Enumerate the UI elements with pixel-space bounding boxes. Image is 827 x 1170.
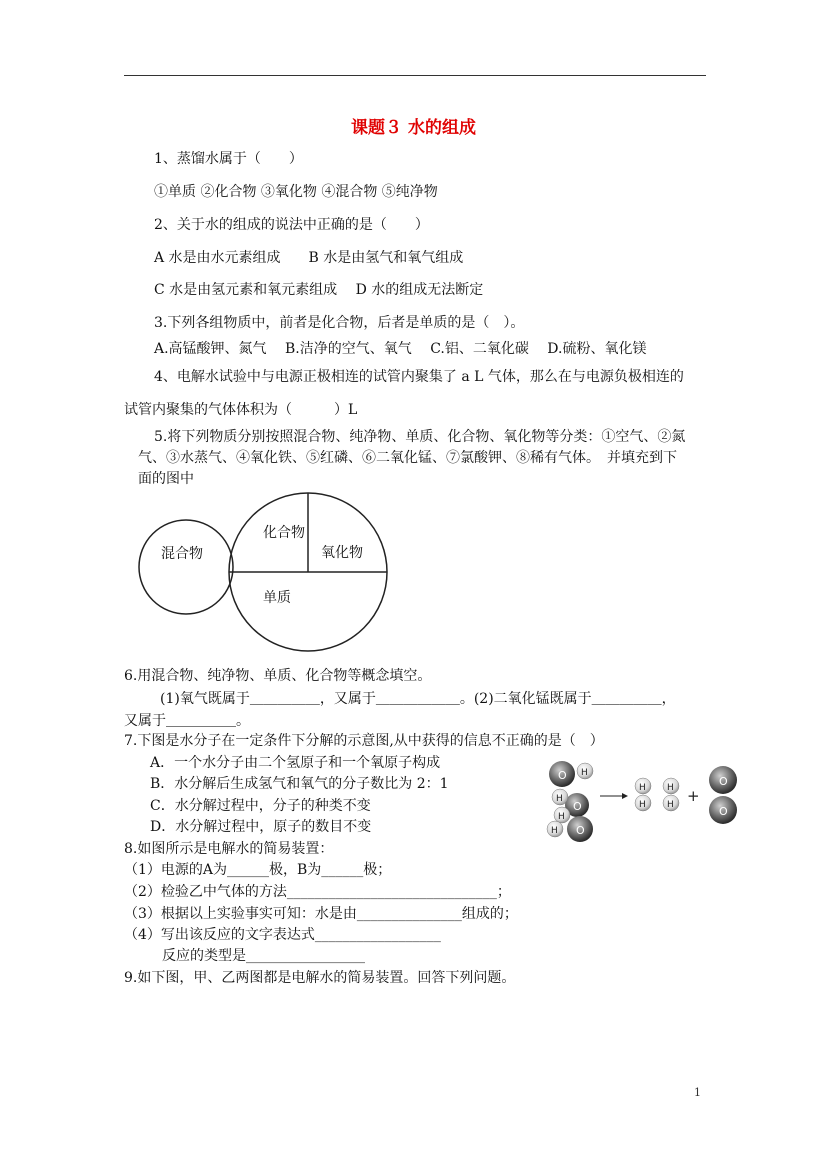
q7-option-b: B．水分解后生成氢气和氧气的分子数比为 2：1 — [150, 776, 449, 792]
svg-text:O: O — [573, 800, 582, 813]
q9-stem: 9.如下图，甲、乙两图都是电解水的简易装置。回答下列问题。 — [124, 970, 516, 986]
reaction-arrow-icon — [600, 793, 628, 799]
header-rule — [124, 75, 706, 76]
q8-part4: （4）写出该反应的文字表达式__________________ — [124, 927, 441, 943]
svg-text:H: H — [639, 783, 646, 793]
svg-text:H: H — [667, 800, 674, 810]
q6-stem: 6.用混合物、纯净物、单质、化合物等概念填空。 — [124, 668, 432, 684]
q1-options: ①单质 ②化合物 ③氧化物 ④混合物 ⑤纯净物 — [154, 184, 438, 200]
svg-text:O: O — [558, 769, 567, 782]
q2-stem: 2、关于水的组成的说法中正确的是（ ） — [154, 217, 429, 233]
svg-text:O: O — [719, 775, 728, 788]
hydrogen-molecule-icon — [635, 778, 651, 811]
q2-options-cd: C 水是由氢元素和氧元素组成 D 水的组成无法断定 — [154, 282, 484, 298]
q8-part4-type: 反应的类型是_________________ — [162, 948, 365, 964]
classification-venn-diagram — [130, 492, 400, 657]
q3-stem: 3.下列各组物质中，前者是化合物，后者是单质的是（ ）。 — [154, 315, 525, 331]
label-compound: 化合物 — [263, 525, 305, 541]
water-molecule-icon — [547, 816, 593, 842]
oxygen-molecule-icon — [709, 766, 737, 824]
q7-option-d: D．水分解过程中，原子的数目不变 — [150, 819, 372, 835]
label-element: 单质 — [263, 590, 291, 606]
plus-sign: + — [687, 787, 700, 805]
svg-text:H: H — [639, 800, 646, 810]
svg-text:O: O — [576, 824, 585, 837]
q7-option-c: C．水分解过程中，分子的种类不变 — [150, 798, 371, 814]
q5-stem-line2: 气、③水蒸气、④氧化铁、⑤红磷、⑥二氧化锰、⑦氯酸钾、⑧稀有气体。 并填充到下 — [138, 450, 677, 466]
q2-options-ab: A 水是由水元素组成 B 水是由氢气和氧气组成 — [154, 250, 464, 266]
q1-stem: 1、蒸馏水属于（ ） — [154, 151, 303, 167]
svg-text:H: H — [667, 783, 674, 793]
q8-part2: （2）检验乙中气体的方法______________________________； — [124, 884, 511, 900]
q5-stem-line1: 5.将下列物质分别按照混合物、纯净物、单质、化合物、氧化物等分类：①空气、②氮 — [154, 429, 686, 445]
q8-stem: 8.如图所示是电解水的简易装置： — [124, 841, 334, 857]
svg-text:H: H — [556, 794, 563, 804]
q8-part3: （3）根据以上实验事实可知：水是由_______________组成的； — [124, 906, 518, 922]
water-molecule-icon — [549, 761, 593, 787]
q7-option-a: A．一个水分子由二个氢原子和一个氧原子构成 — [150, 755, 441, 771]
q6-line1: (1)氧气既属于＿＿＿＿＿，又属于＿＿＿＿＿＿。(2)二氧化锰既属于＿＿＿＿＿， — [160, 691, 676, 707]
q4-stem-line1: 4、电解水试验中与电源正极相连的试管内聚集了 a L 气体，那么在与电源负极相连的 — [154, 369, 684, 385]
q6-line2: 又属于＿＿＿＿＿。 — [124, 713, 250, 729]
q3-options: A.高锰酸钾、氮气 B.洁净的空气、氧气 C.铝、二氧化碳 D.硫粉、氧化镁 — [154, 341, 647, 357]
mixture-circle — [139, 520, 233, 614]
page-number: 1 — [694, 1086, 701, 1099]
svg-text:H: H — [558, 812, 565, 822]
svg-text:H: H — [581, 768, 588, 778]
svg-text:O: O — [719, 805, 728, 818]
q7-stem: 7.下图是水分子在一定条件下分解的示意图,从中获得的信息不正确的是（ ） — [124, 733, 604, 749]
q8-part1: （1）电源的A为______极，B为______极； — [124, 862, 392, 878]
label-oxide: 氧化物 — [321, 545, 363, 561]
q4-stem-line2: 试管内聚集的气体体积为（ ）L — [124, 402, 358, 418]
hydrogen-molecule-icon — [663, 778, 679, 811]
water-decomposition-diagram — [540, 755, 750, 855]
page-title: 课题３ 水的组成 — [351, 118, 476, 138]
svg-text:H: H — [551, 826, 558, 836]
label-mixture: 混合物 — [161, 546, 203, 562]
q5-stem-line3: 面的图中 — [138, 471, 194, 487]
